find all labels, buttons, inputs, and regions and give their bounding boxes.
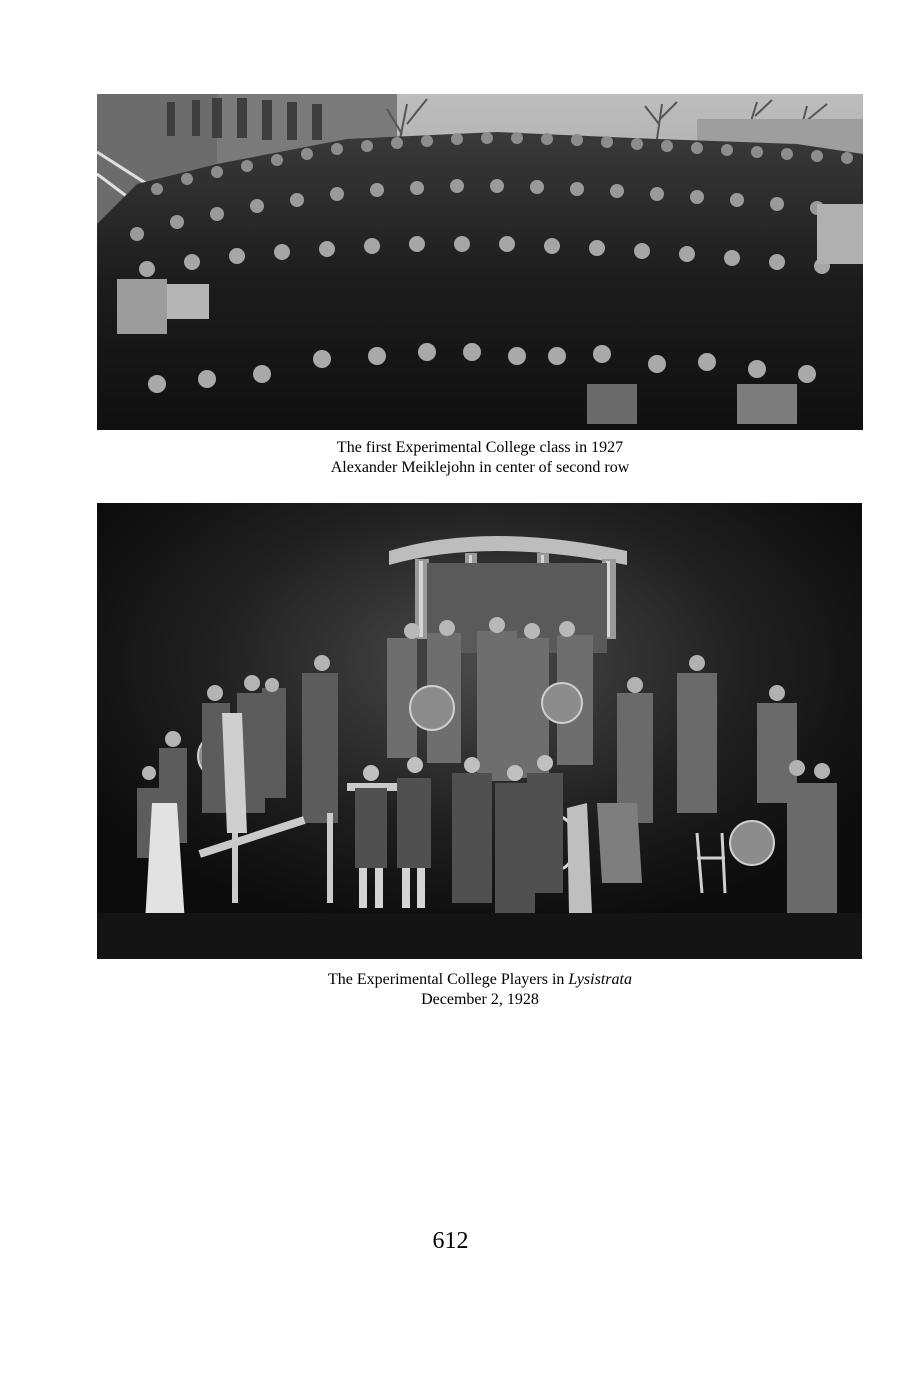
caption-line — [97, 970, 863, 990]
play-title: Lysistrata — [568, 971, 632, 988]
page-number: 612 — [432, 1228, 469, 1254]
class-photo-illustration — [97, 94, 863, 430]
lysistrata-stage-photo — [97, 503, 862, 959]
class-photo-caption — [97, 438, 863, 478]
class-photo-1927 — [97, 94, 863, 430]
caption-line: Alexander Meiklejohn in center of second row — [330, 459, 630, 476]
stage-photo-caption — [97, 970, 863, 1010]
stage-photo-illustration — [97, 503, 862, 959]
caption-date: December 2, 1928 — [421, 991, 539, 1008]
caption-text: The Experimental College Players in — [328, 971, 569, 988]
caption-line: The first Experimental College class in 1927 — [336, 439, 624, 456]
